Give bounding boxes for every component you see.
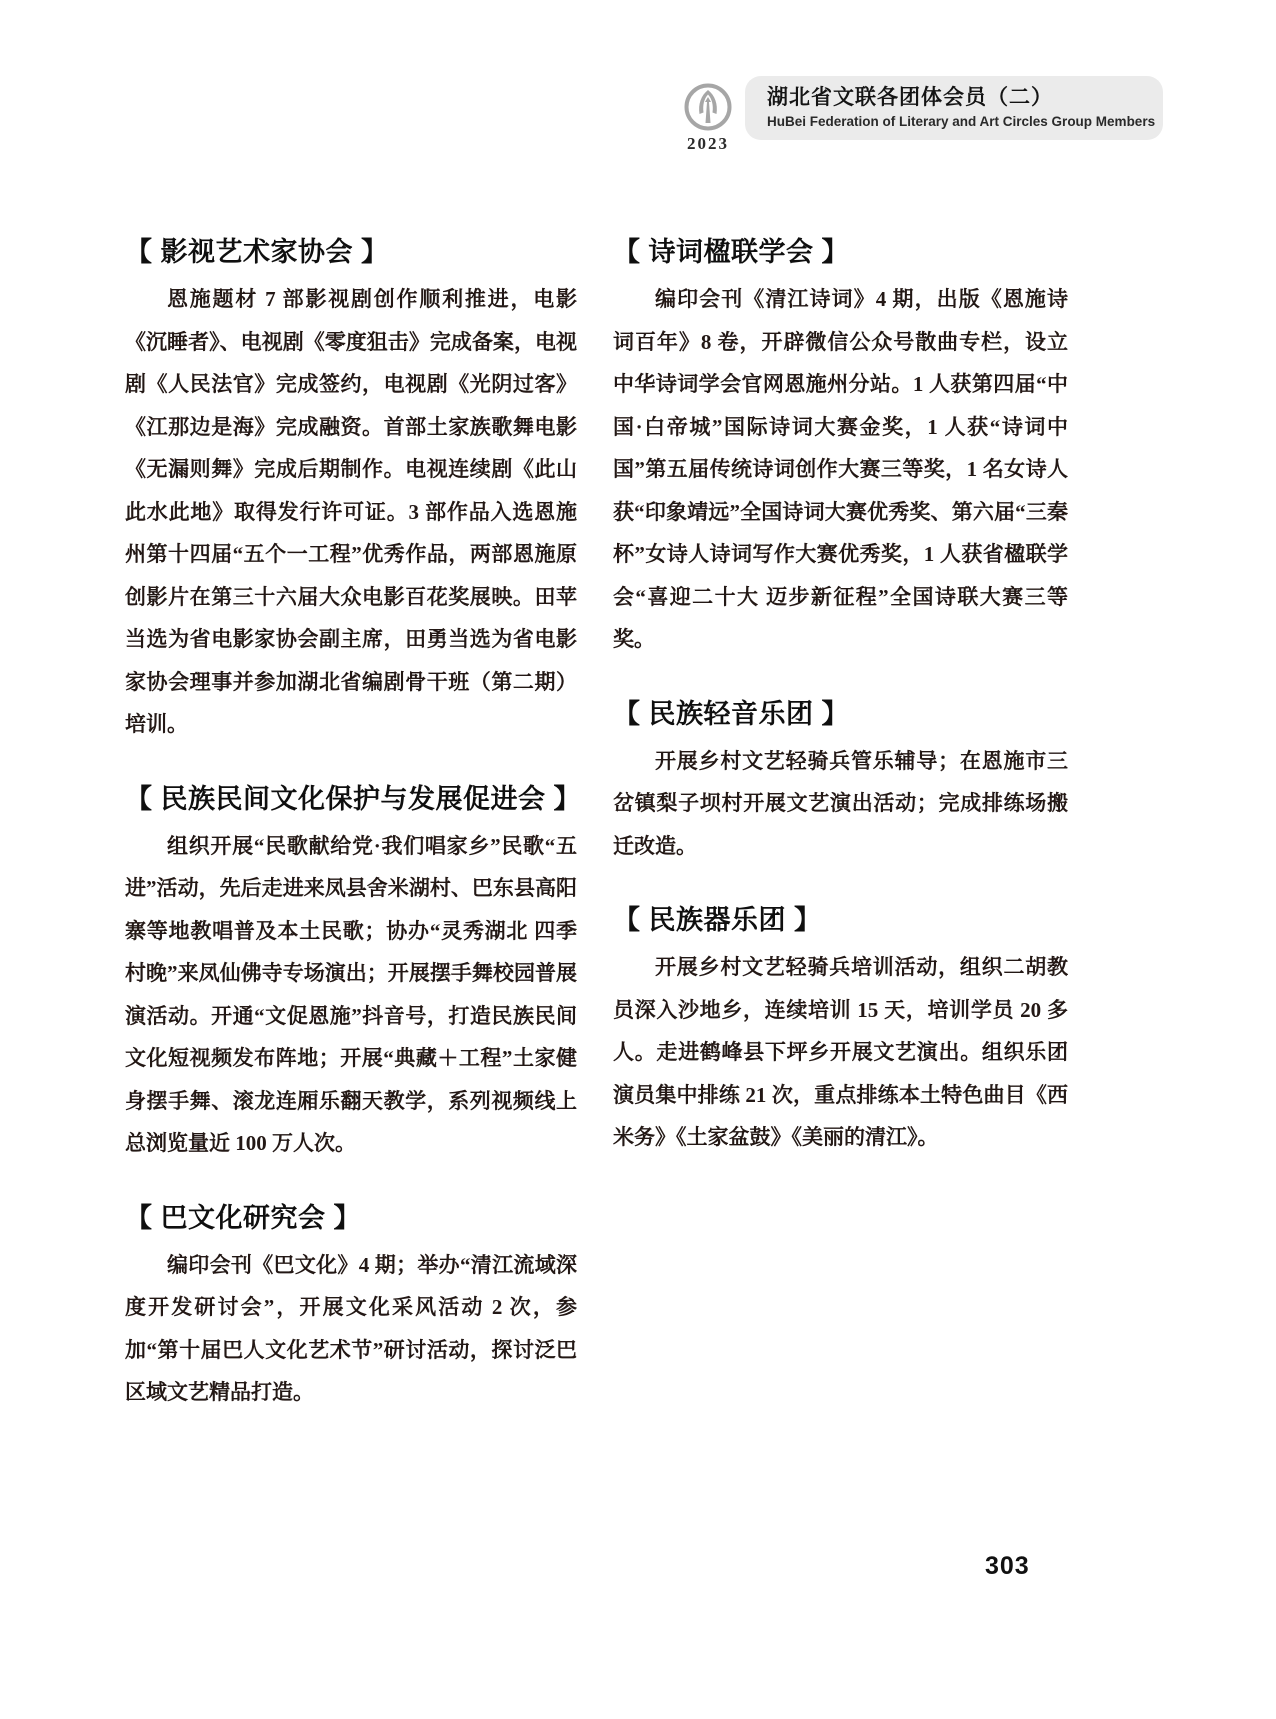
section-body: 编印会刊《清江诗词》4 期，出版《恩施诗词百年》8 卷，开辟微信公众号散曲专栏，设立中华诗词学会官网恩施州分站。1 人获第四届“中国·白帝城”国际诗词大赛金奖，1 人获“诗词中国”第五届传统诗词创作大赛三等奖，1 名女诗人获“印象靖远”全国诗词大赛优秀奖、第六届“三秦杯”女诗人诗词写作大赛优秀奖，1 人获省楹联学会“喜迎二十大 迈步新征程”全国诗联大赛三等奖。 <box>613 287 1068 651</box>
page-title: 湖北省文联各团体会员（二） <box>767 86 1053 109</box>
section-body: 开展乡村文艺轻骑兵管乐辅导；在恩施市三岔镇梨子坝村开展文艺演出活动；完成排练场搬迁改造。 <box>613 748 1068 858</box>
page-header <box>0 0 1276 160</box>
federation-logo-icon <box>678 82 738 132</box>
section-poetry-couplet-society <box>613 230 1068 661</box>
section-heading: 【 民族轻音乐团 】 <box>613 698 850 729</box>
logo-year: 2023 <box>687 134 729 153</box>
left-column <box>125 230 582 1414</box>
section-body: 编印会刊《巴文化》4 期；举办“清江流域深度开发研讨会”，开展文化采风活动 2 次，参加“第十届巴人文化艺术节”研讨活动，探讨泛巴区域文艺精品打造。 <box>125 1252 577 1404</box>
logo-block <box>678 82 738 154</box>
section-instrumental-troupe <box>613 898 1068 1159</box>
page-subtitle: HuBei Federation of Literary and Art Circles Group Members <box>767 114 1156 129</box>
section-heading: 【 巴文化研究会 】 <box>125 1202 362 1233</box>
section-body: 组织开展“民歌献给党·我们唱家乡”民歌“五进”活动，先后走进来凤县舍米湖村、巴东县高阳寨等地教唱普及本土民歌；协办“灵秀湖北 四季村晚”来凤仙佛寺专场演出；开展摆手舞校园普展演活动。开通“文促恩施”抖音号，打造民族民间文化短视频发布阵地；开展“典藏＋工程”土家健身摆手舞、滚龙连厢乐翻天教学，系列视频线上总浏览量近 100 万人次。 <box>125 833 577 1155</box>
right-column <box>613 230 1068 1159</box>
section-body: 恩施题材 7 部影视剧创作顺利推进，电影《沉睡者》、电视剧《零度狙击》完成备案，电视剧《人民法官》完成签约，电视剧《光阴过客》《江那边是海》完成融资。首部土家族歌舞电影《无漏则舞》完成后期制作。电视连续剧《此山此水此地》取得发行许可证。3 部作品入选恩施州第十四届“五个一工程”优秀作品，两部恩施原创影片在第三十六届大众电影百花奖展映。田苹当选为省电影家协会副主席，田勇当选为省电影家协会理事并参加湖北省编剧骨干班（第二期）培训。 <box>125 287 577 736</box>
page-number: 303 <box>985 1552 1030 1580</box>
section-body: 开展乡村文艺轻骑兵培训活动，组织二胡教员深入沙地乡，连续培训 15 天，培训学员 20 多人。走进鹤峰县下坪乡开展文艺演出。组织乐团演员集中排练 21 次，重点排练本土特色曲目《西米务》《土家盆鼓》《美丽的清江》。 <box>613 955 1068 1149</box>
section-light-music-troupe <box>613 692 1068 868</box>
section-film-tv-artists <box>125 230 577 746</box>
section-ba-culture-research <box>125 1196 577 1414</box>
section-folk-culture-protection <box>125 777 582 1165</box>
header-title-box <box>745 76 1163 140</box>
section-heading: 【 影视艺术家协会 】 <box>125 237 389 267</box>
section-heading: 【 民族民间文化保护与发展促进会 】 <box>125 783 582 814</box>
section-heading: 【 民族器乐团 】 <box>613 905 822 935</box>
section-heading: 【 诗词楹联学会 】 <box>613 237 850 267</box>
